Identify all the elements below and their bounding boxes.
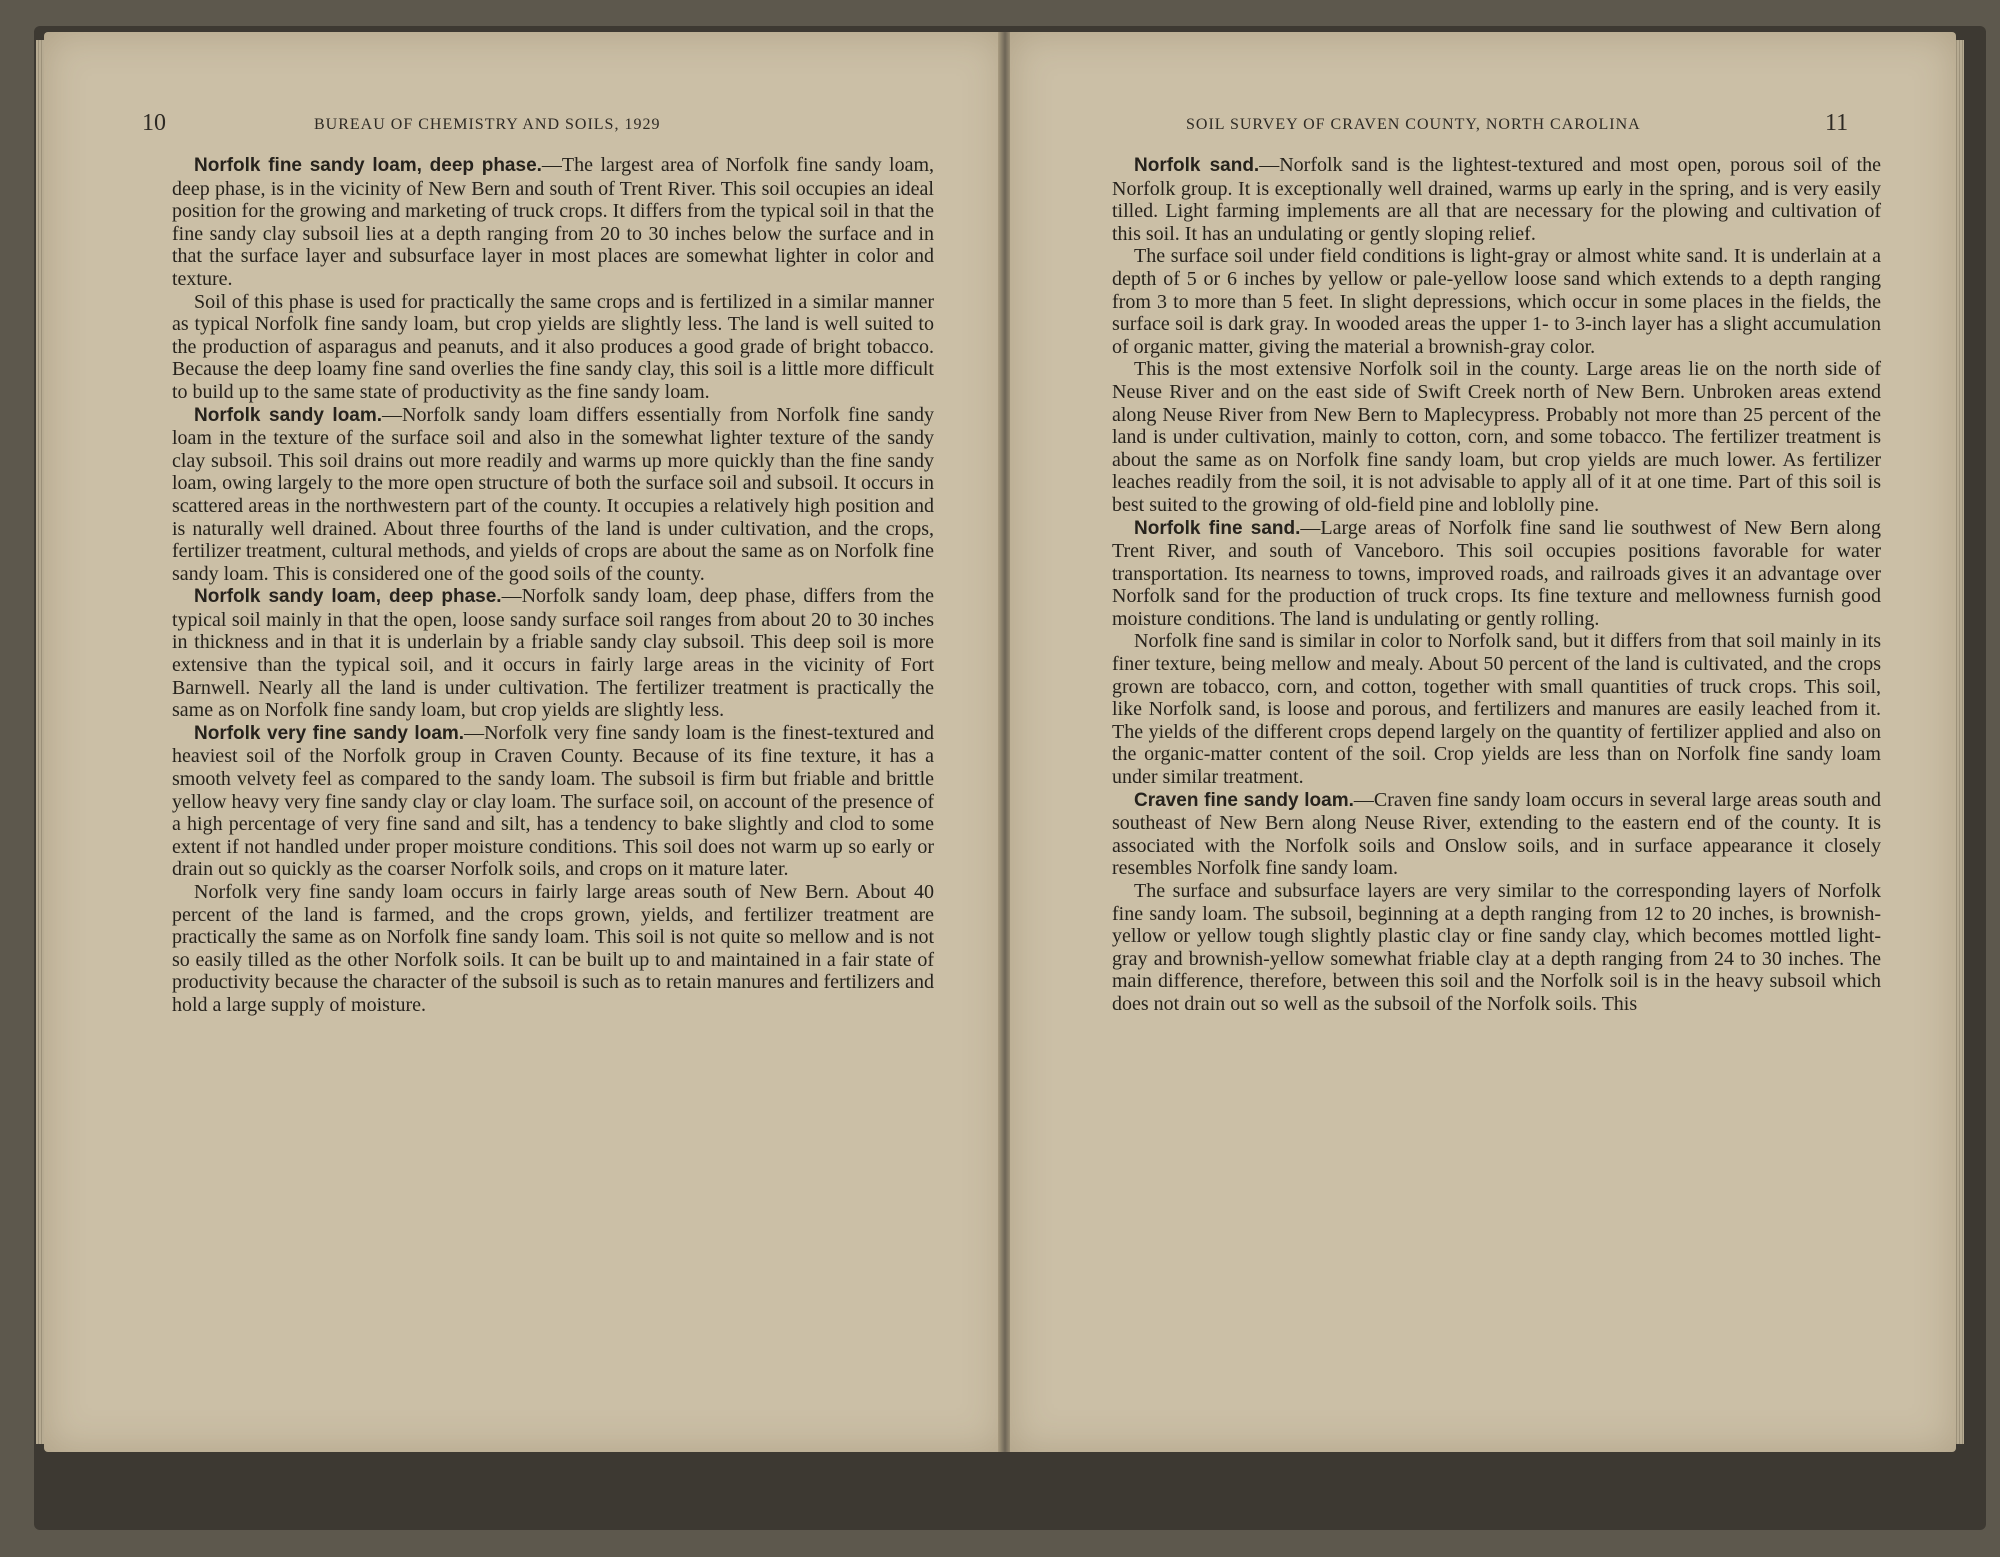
paragraph-text: —Craven fine sandy loam occurs in several large areas south and southeast of New Bern along Neuse River, extending to the eastern end of the county. It is associated with the Norfolk soils and Onslow soils, and in surface appearance it closely resembles Norfolk fine sandy loam. [1112, 788, 1881, 880]
paragraph [172, 881, 934, 1017]
paragraph-heading: Norfolk very fine sandy loam. [194, 722, 465, 744]
paragraph-text: —Norfolk sand is the lightest-textured and most open, porous soil of the Norfolk group. It is exceptionally well drained, warms up early in the spring, and is very easily tilled. Light farming implements are all that are necessary for the plowing and cultivation of this soil. It has an undulating or gently sloping relief. [1112, 154, 1881, 245]
paragraph-text: —Norfolk very fine sandy loam is the finest-textured and heaviest soil of the Norfolk group in Craven County. Because of its fine texture, it has a smooth velvety feel as compared to the sandy loam. The subsoil is firm but friable and brittle yellow heavy very fine sandy clay or clay loam. The surface soil, on account of the presence of a high percentage of very fine sand and silt, has a tendency to bake slightly and clod to some extent if not handled under proper moisture conditions. This soil does not warm up so early or drain out so quickly as the coarser Norfolk soils, and crops on it mature later. [172, 721, 934, 881]
paragraph-heading: Norfolk fine sand. [1134, 517, 1301, 539]
page-number: 11 [1825, 110, 1849, 136]
paragraph [172, 404, 934, 586]
paragraph-heading: Craven fine sandy loam. [1134, 789, 1354, 811]
paragraph [172, 585, 934, 722]
left-page [44, 32, 1004, 1452]
paragraph [1112, 789, 1881, 880]
paragraph [1112, 358, 1881, 516]
paragraph-text: Norfolk fine sand is similar in color to Norfolk sand, but it differs from that soil mainly in its finer texture, being mellow and mealy. About 50 percent of the land is cultivated, and the crops grown are tobacco, corn, and cotton, together with small quantities of truck crops. This soil, like Norfolk sand, is loose and porous, and fertilizers and manures are easily leached from it. The yields of the different crops depend largely on the quantity of fertilizer applied and also on the organic-matter content of the soil. Crop yields are less than on Norfolk fine sandy loam under similar treatment. [1112, 630, 1881, 789]
paragraph [1112, 517, 1881, 631]
paragraph-heading: Norfolk sandy loam. [194, 404, 383, 426]
paragraph [172, 154, 934, 291]
page-number: 10 [142, 110, 166, 136]
paragraph-text: —Large areas of Norfolk fine sand lie southwest of New Bern along Trent River, and south of Vanceboro. This soil occupies positions favorable for water transportation. Its nearness to towns, improved roads, and railroads gives it an advantage over Norfolk sand for the production of truck crops. Its fine texture and mellowness furnish good moisture conditions. The land is undulating or gently rolling. [1112, 516, 1881, 630]
paragraph-text: The surface and subsurface layers are very similar to the corresponding layers of Norfolk fine sandy loam. The subsoil, beginning at a depth ranging from 12 to 20 inches, is brownish-yellow or yellow tough slightly plastic clay or fine sandy clay, which becomes mottled light-gray and brownish-yellow somewhat friable clay at a depth ranging from 24 to 30 inches. The main difference, therefore, between this soil and the Norfolk soil is in the heavy subsoil which does not drain out so well as the subsoil of the Norfolk soils. This [1112, 880, 1881, 1015]
paragraph [1112, 154, 1881, 245]
paragraph-text: Norfolk very fine sandy loam occurs in fairly large areas south of New Bern. About 40 percent of the land is farmed, and the crops grown, yields, and fertilizer treatment are practically the same as on Norfolk fine sandy loam. This soil is not quite so mellow and is not so easily tilled as the other Norfolk soils. It can be built up to and maintained in a fair state of productivity because the character of the subsoil is such as to retain manures and fertilizers and hold a large supply of moisture. [172, 881, 934, 1016]
paragraph [172, 722, 934, 881]
paragraph [1112, 630, 1881, 788]
paragraph-heading: Norfolk sandy loam, deep phase. [194, 586, 502, 608]
running-header: BUREAU OF CHEMISTRY AND SOILS, 1929 [314, 116, 661, 133]
paragraph-text: The surface soil under field conditions is light-gray or almost white sand. It is underlain at a depth of 5 or 6 inches by yellow or pale-yellow loose sand which extends to a depth ranging from 3 to more than 5 feet. In slight depressions, which occur in some places in the fields, the surface soil is dark gray. In wooded areas the upper 1- to 3-inch layer has a slight accumulation of organic matter, giving the material a brownish-gray color. [1112, 245, 1881, 358]
paragraph-text: Soil of this phase is used for practically the same crops and is fertilized in a similar manner as typical Norfolk fine sandy loam, but crop yields are slightly less. The land is well suited to the production of asparagus and peanuts, and it also produces a good grade of bright tobacco. Because the deep loamy fine sand overlies the fine sandy clay, this soil is a little more difficult to build up to the same state of productivity as the fine sandy loam. [172, 290, 934, 403]
paragraph [172, 291, 934, 404]
paragraph-text: This is the most extensive Norfolk soil in the county. Large areas lie on the north side of Neuse River and on the east side of Swift Creek north of New Bern. Unbroken areas extend along Neuse River from New Bern to Maplecypress. Probably not more than 25 percent of the land is under cultivation, mainly to cotton, corn, and some tobacco. The fertilizer treatment is about the same as on Norfolk fine sandy loam, but crop yields are much lower. As fertilizer leaches readily from the soil, it is not advisable to apply all of it at one time. Part of this soil is best suited to the growing of old-field pine and loblolly pine. [1112, 358, 1881, 516]
paragraph [1112, 880, 1881, 1016]
paragraph-heading: Norfolk sand. [1134, 155, 1260, 176]
paragraph-text: —Norfolk sandy loam differs essentially from Norfolk fine sandy loam in the texture of the surface soil and also in the somewhat lighter texture of the sandy clay subsoil. This soil drains out more readily and warms up more quickly than the fine sandy loam, owing largely to the more open structure of both the surface soil and subsoil. It occurs in scattered areas in the northwestern part of the county. It occupies a relatively high position and is naturally well drained. About three fourths of the land is under cultivation, and the crops, fertilizer treatment, cultural methods, and yields of crops are about the same as on Norfolk fine sandy loam. This is considered one of the good soils of the county. [172, 403, 934, 585]
paragraph [1112, 245, 1881, 358]
body-text [1112, 154, 1881, 1016]
paragraph-text: —Norfolk sandy loam, deep phase, differs from the typical soil mainly in that the open, loose sandy surface soil ranges from about 20 to 30 inches in thickness and in that it is underlain by a friable sandy clay subsoil. This deep soil is more extensive than the typical soil, and it occurs in fairly large areas in the vicinity of Fort Barnwell. Nearly all the land is under cultivation. The fertilizer treatment is practically the same as on Norfolk fine sandy loam, but crop yields are slightly less. [172, 585, 934, 722]
paragraph-heading: Norfolk fine sandy loam, deep phase. [194, 155, 542, 176]
right-page [1010, 32, 1956, 1452]
paragraph-text: —The largest area of Norfolk fine sandy loam, deep phase, is in the vicinity of New Bern and south of Trent River. This soil occupies an ideal position for the growing and marketing of truck crops. It differs from the typical soil in that the fine sandy clay subsoil lies at a depth ranging from 20 to 30 inches below the surface and in that the surface layer and subsurface layer in most places are somewhat lighter in color and texture. [172, 154, 935, 290]
running-header: SOIL SURVEY OF CRAVEN COUNTY, NORTH CAROLINA [1186, 116, 1641, 133]
body-text [172, 154, 934, 1017]
